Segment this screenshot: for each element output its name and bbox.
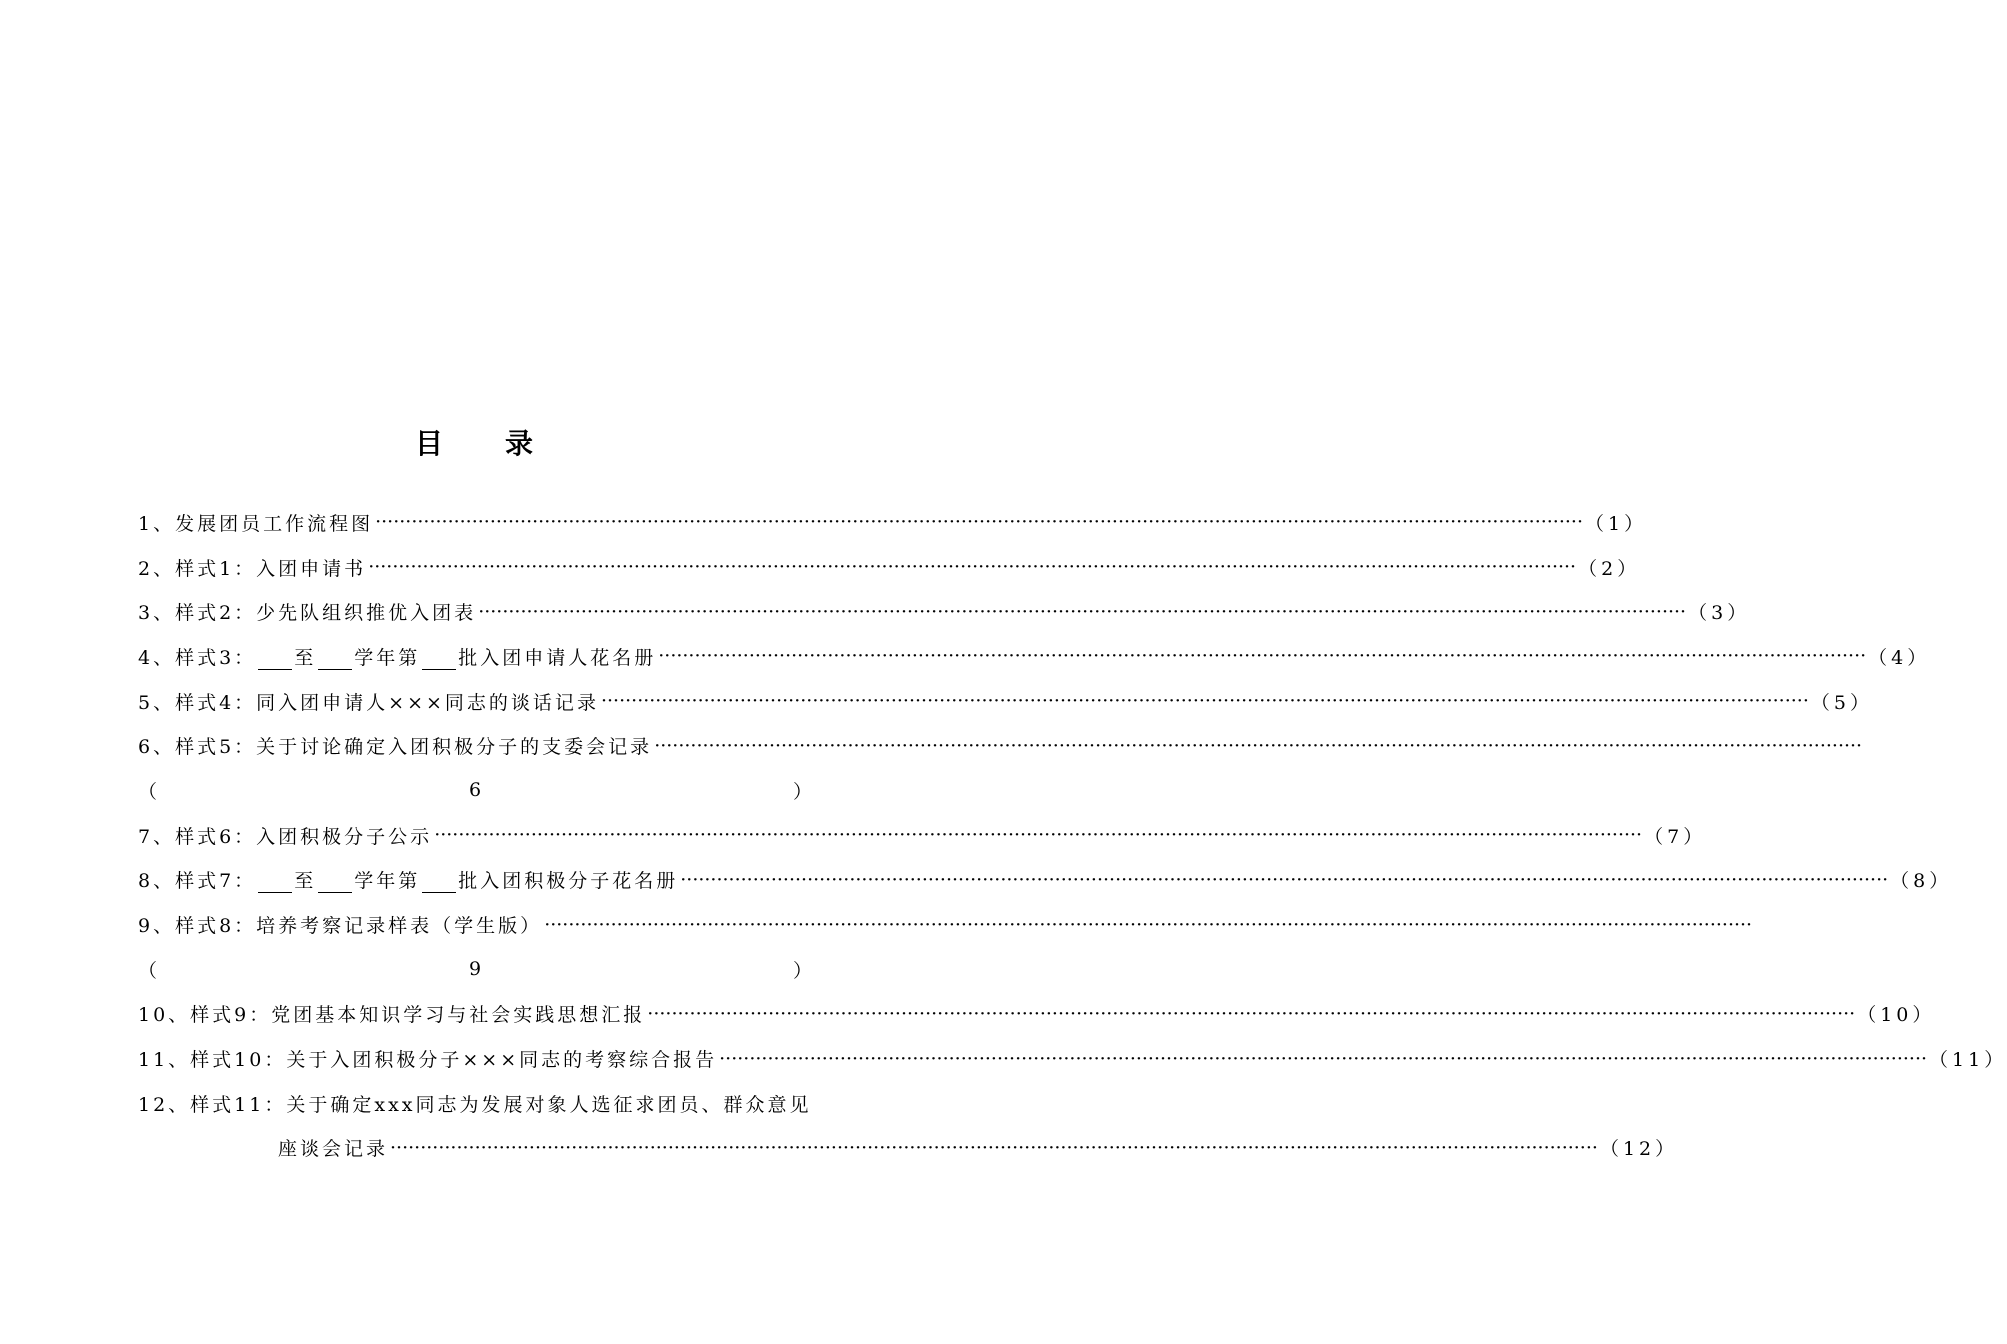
toc-entry-suffix: 批入团申请人花名册: [458, 646, 657, 669]
toc-page-number: 6: [468, 779, 482, 802]
toc-entry-4[interactable]: [138, 634, 1931, 679]
toc-entry-5[interactable]: [138, 679, 1873, 724]
toc-entry-text: 6、样式5：关于讨论确定入团积极分子的支委会记录: [138, 736, 653, 759]
toc-entry-mid2: 学年第: [354, 870, 421, 893]
toc-entry-text: [138, 866, 678, 893]
toc-entry-text: 1、发展团员工作流程图: [138, 512, 374, 535]
toc-entry-text: 9、样式8：培养考察记录样表（学生版）: [138, 915, 543, 938]
title-char-1: 目: [414, 427, 445, 460]
toc-leader-dots: ········································································································································································································: [600, 690, 1809, 713]
toc-leader-dots: ········································································································································································································: [434, 824, 1643, 847]
toc-leader-dots: ········································································································································································································: [658, 645, 1867, 668]
fill-blank: [258, 874, 292, 893]
toc-entry-suffix: 批入团积极分子花名册: [458, 870, 679, 893]
toc-entry-6-page-line[interactable]: [138, 768, 812, 813]
toc-entry-2[interactable]: [138, 545, 1641, 590]
fill-blank: [258, 651, 292, 670]
toc-leader-dots: ········································································································································································································: [680, 868, 1889, 891]
toc-page-number: （7）: [1644, 825, 1707, 848]
toc-entry-text: 11、样式10：关于入团积极分子×××同志的考察综合报告: [138, 1049, 718, 1072]
toc-entry-7[interactable]: [138, 813, 1707, 858]
toc-page-number: （3）: [1688, 602, 1751, 625]
table-of-contents: [138, 500, 2007, 1170]
toc-page-number: （1）: [1585, 512, 1648, 535]
toc-entry-text: [138, 643, 656, 670]
toc-entry-text: 10、样式9：党团基本知识学习与社会实践思想汇报: [138, 1004, 646, 1027]
toc-leader-dots: ········································································································································································································: [390, 1136, 1598, 1159]
toc-entry-1[interactable]: [138, 500, 1648, 545]
toc-entry-text: 3、样式2：少先队组织推优入团表: [138, 602, 477, 625]
page-title: [0, 424, 950, 464]
toc-entry-text: 7、样式6：入团积极分子公示: [138, 825, 433, 848]
toc-entry-prefix: 4、样式3：: [138, 646, 257, 669]
toc-entry-prefix: 8、样式7：: [138, 870, 257, 893]
toc-page-number: （2）: [1578, 557, 1641, 580]
toc-leader-dots: ········································································································································································································: [375, 511, 1584, 534]
fill-blank: [422, 651, 456, 670]
toc-entry-text: 2、样式1：入团申请书: [138, 557, 367, 580]
toc-leader-dots: ········································································································································································································: [719, 1047, 1928, 1070]
toc-page-number: （8）: [1890, 870, 1953, 893]
toc-entry-text-continued: 座谈会记录: [278, 1138, 389, 1161]
toc-page-number: （10）: [1857, 1004, 1936, 1027]
toc-leader-dots: ········································································································································································································: [544, 913, 1753, 936]
toc-paren-open: （: [138, 780, 158, 803]
toc-paren-close: ）: [792, 780, 812, 803]
toc-entry-9[interactable]: [138, 902, 1753, 947]
toc-page-number: （11）: [1929, 1049, 2007, 1072]
toc-entry-3[interactable]: [138, 589, 1751, 634]
toc-entry-mid1: 至: [294, 870, 317, 893]
toc-entry-mid1: 至: [294, 646, 317, 669]
toc-leader-dots: ········································································································································································································: [654, 734, 1863, 757]
toc-page-number: （4）: [1868, 646, 1931, 669]
fill-blank: [318, 651, 352, 670]
toc-page-number: 9: [468, 958, 482, 981]
toc-entry-9-page-line[interactable]: [138, 947, 812, 992]
toc-page-number: （5）: [1810, 691, 1873, 714]
toc-leader-dots: ········································································································································································································: [368, 556, 1577, 579]
toc-paren-close: ）: [792, 959, 812, 982]
toc-leader-dots: ········································································································································································································: [478, 600, 1687, 623]
toc-entry-8[interactable]: [138, 858, 1953, 903]
toc-entry-12-continued[interactable]: [138, 1126, 1679, 1171]
title-char-2: 录: [505, 427, 536, 460]
toc-entry-text: 12、样式11：关于确定xxx同志为发展对象人选征求团员、群众意见: [138, 1093, 812, 1116]
toc-entry-12[interactable]: [138, 1081, 812, 1126]
fill-blank: [422, 874, 456, 893]
toc-paren-open: （: [138, 959, 158, 982]
toc-entry-11[interactable]: [138, 1036, 2007, 1081]
toc-leader-dots: ········································································································································································································: [647, 1002, 1856, 1025]
toc-entry-10[interactable]: [138, 992, 1936, 1037]
toc-entry-6[interactable]: [138, 723, 1863, 768]
toc-entry-mid2: 学年第: [354, 646, 421, 669]
toc-page-number: （12）: [1599, 1138, 1679, 1161]
fill-blank: [318, 874, 352, 893]
toc-entry-text: 5、样式4：同入团申请人×××同志的谈话记录: [138, 691, 599, 714]
